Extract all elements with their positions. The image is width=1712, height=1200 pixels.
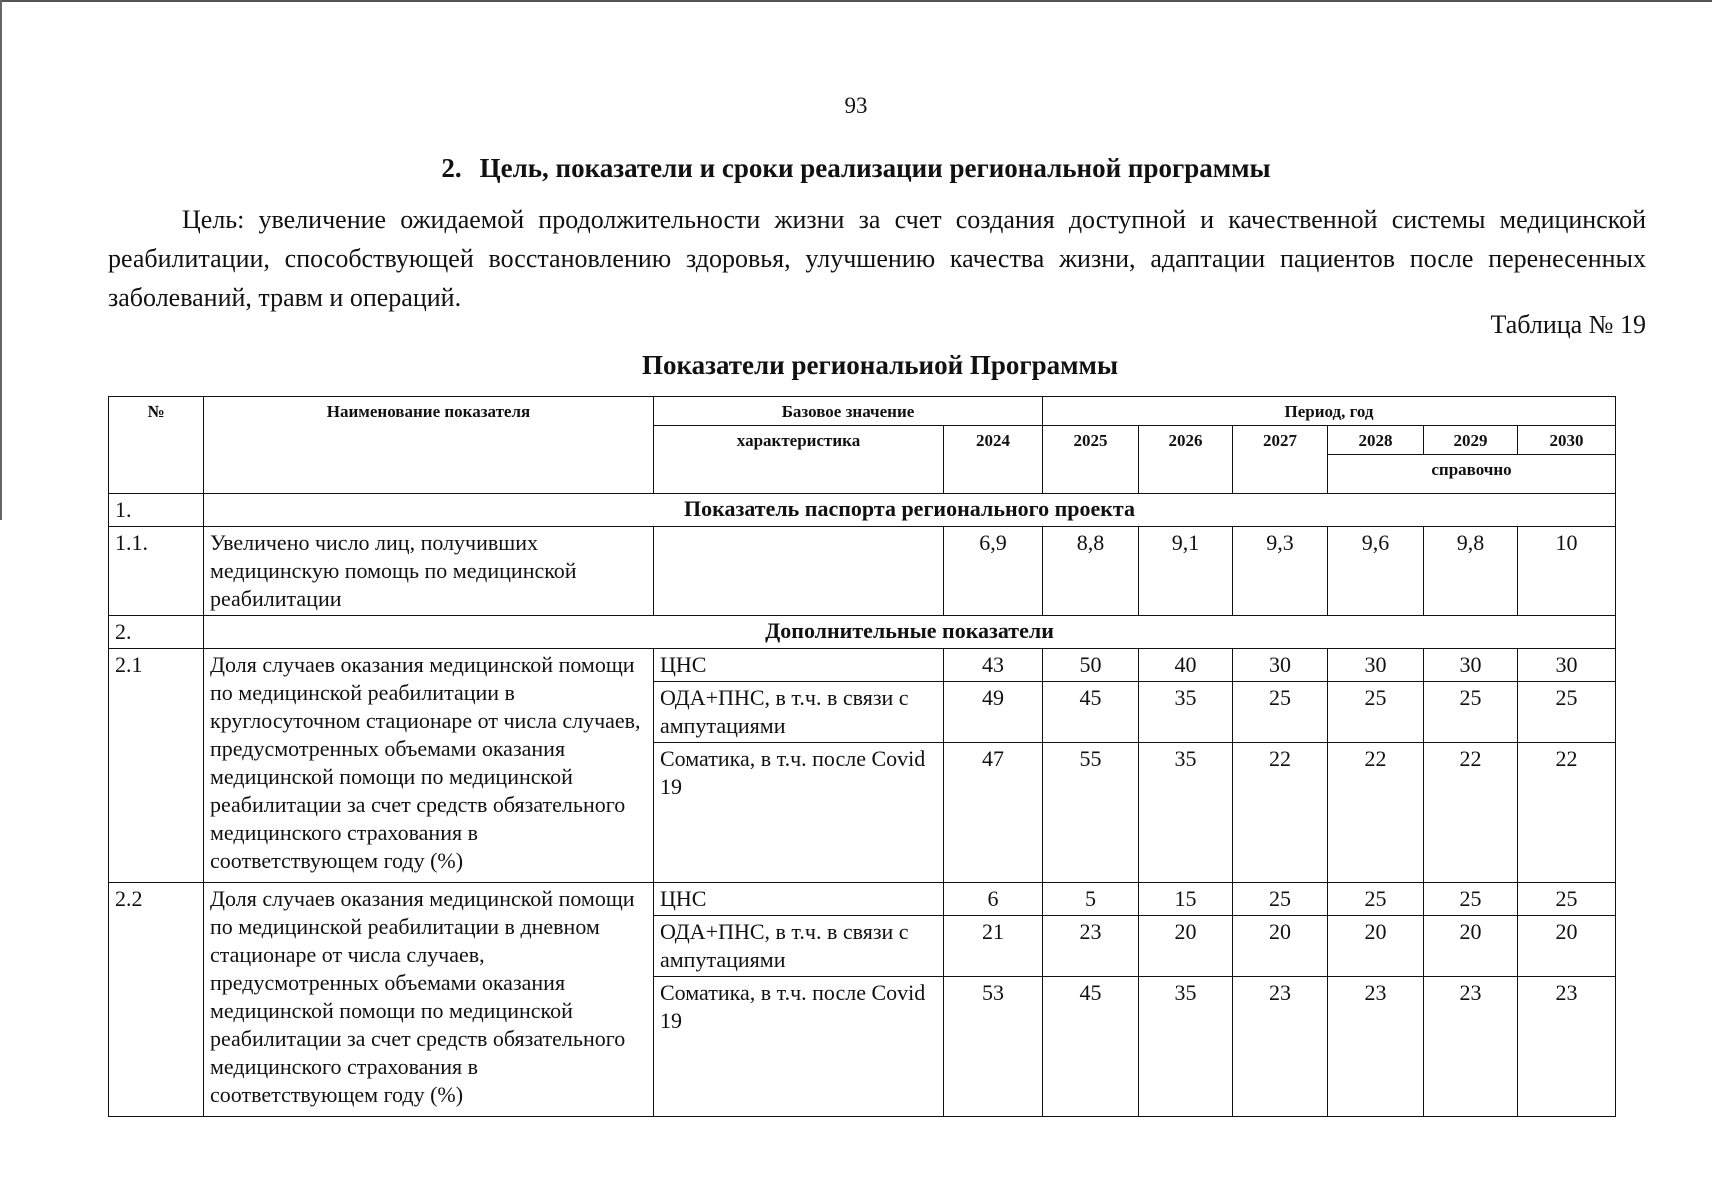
- goal-text: Цель: увеличение ожидаемой продолжительности жизни за счет создания доступной и качественной системы медицинской реабилитации, способствующей восстановлению здоровья, улучшению качества жизни, адаптации пациентов после перенесенных заболеваний, травм и операций.: [108, 205, 1646, 312]
- characteristic-cell: ЦНС: [654, 883, 944, 916]
- row-number: 2.: [109, 616, 204, 649]
- header-year-2027: 2027: [1233, 426, 1328, 494]
- indicator-name: Доля случаев оказания медицинской помощи по медицинской реабилитации в круглосуточном стационаре от числа случаев, предусмотренных объемами оказания медицинской помощи по медицинской реабилитации за счет средств обязательного медицинского страхования в соответствующем году (%): [204, 649, 654, 883]
- row-number: 1.1.: [109, 527, 204, 616]
- value-2030: 25: [1518, 682, 1616, 743]
- indicator-name: Увеличено число лиц, получивших медицинскую помощь по медицинской реабилитации: [204, 527, 654, 616]
- value-2025: 8,8: [1043, 527, 1139, 616]
- value-2028: 25: [1328, 883, 1424, 916]
- value-2027: 20: [1233, 916, 1328, 977]
- row-number: 2.2: [109, 883, 204, 1117]
- value-2025: 50: [1043, 649, 1139, 682]
- header-year-2030: 2030: [1518, 426, 1616, 455]
- characteristic-cell: ОДА+ПНС, в т.ч. в связи с ампутациями: [654, 916, 944, 977]
- characteristic-cell: ОДА+ПНС, в т.ч. в связи с ампутациями: [654, 682, 944, 743]
- value-2030: 25: [1518, 883, 1616, 916]
- value-2029: 9,8: [1424, 527, 1518, 616]
- table-row: [109, 883, 1616, 916]
- value-2024: 6,9: [944, 527, 1043, 616]
- value-2029: 30: [1424, 649, 1518, 682]
- row-number: 2.1: [109, 649, 204, 883]
- characteristic-cell: ЦНС: [654, 649, 944, 682]
- value-2025: 45: [1043, 977, 1139, 1117]
- header-year-2026: 2026: [1139, 426, 1233, 494]
- value-2027: 25: [1233, 682, 1328, 743]
- value-2028: 25: [1328, 682, 1424, 743]
- header-number: №: [109, 397, 204, 494]
- value-2028: 20: [1328, 916, 1424, 977]
- value-2026: 15: [1139, 883, 1233, 916]
- value-2028: 30: [1328, 649, 1424, 682]
- table-row: [109, 649, 1616, 682]
- header-period: Период, год: [1043, 397, 1616, 426]
- value-2025: 45: [1043, 682, 1139, 743]
- value-2030: 22: [1518, 743, 1616, 883]
- value-2030: 10: [1518, 527, 1616, 616]
- value-2027: 22: [1233, 743, 1328, 883]
- top-border-line: [0, 0, 1712, 2]
- value-2030: 30: [1518, 649, 1616, 682]
- value-2027: 9,3: [1233, 527, 1328, 616]
- group-title: Показатель паспорта регионального проекта: [204, 494, 1616, 527]
- header-name: Наименование показателя: [204, 397, 654, 494]
- value-2029: 22: [1424, 743, 1518, 883]
- row-number: 1.: [109, 494, 204, 527]
- value-2027: 25: [1233, 883, 1328, 916]
- header-reference: справочно: [1328, 455, 1616, 494]
- characteristic-cell: Соматика, в т.ч. после Covid 19: [654, 977, 944, 1117]
- value-2029: 25: [1424, 883, 1518, 916]
- goal-paragraph: [108, 200, 1646, 317]
- value-2024: 47: [944, 743, 1043, 883]
- value-2024: 53: [944, 977, 1043, 1117]
- section-title-text: Цель, показатели и сроки реализации региональной программы: [479, 153, 1271, 183]
- value-2028: 23: [1328, 977, 1424, 1117]
- table-number: Таблица № 19: [1490, 310, 1646, 339]
- value-2026: 20: [1139, 916, 1233, 977]
- value-2027: 23: [1233, 977, 1328, 1117]
- header-year-2025: 2025: [1043, 426, 1139, 494]
- value-2026: 9,1: [1139, 527, 1233, 616]
- section-title: [0, 153, 1712, 184]
- indicator-name: Доля случаев оказания медицинской помощи по медицинской реабилитации в дневном стационаре от числа случаев, предусмотренных объемами оказания медицинской помощи по медицинской реабилитации за счет средств обязательного медицинского страхования в соответствующем году (%): [204, 883, 654, 1117]
- value-2029: 20: [1424, 916, 1518, 977]
- value-2028: 9,6: [1328, 527, 1424, 616]
- value-2030: 20: [1518, 916, 1616, 977]
- table-row: [109, 616, 1616, 649]
- value-2025: 5: [1043, 883, 1139, 916]
- value-2024: 49: [944, 682, 1043, 743]
- value-2029: 23: [1424, 977, 1518, 1117]
- page-number: 93: [844, 93, 868, 118]
- header-year-2029: 2029: [1424, 426, 1518, 455]
- value-2028: 22: [1328, 743, 1424, 883]
- table-row: [109, 494, 1616, 527]
- section-number: 2.: [441, 153, 462, 183]
- table-row: [109, 527, 1616, 616]
- header-base-year: 2024: [944, 426, 1043, 494]
- table-title: Показатели региональиой Программы: [641, 350, 1119, 380]
- characteristic-cell: [654, 527, 944, 616]
- value-2025: 55: [1043, 743, 1139, 883]
- left-border-line: [0, 0, 2, 520]
- value-2026: 35: [1139, 682, 1233, 743]
- header-characteristic: характеристика: [654, 426, 944, 494]
- characteristic-cell: Соматика, в т.ч. после Covid 19: [654, 743, 944, 883]
- value-2025: 23: [1043, 916, 1139, 977]
- value-2027: 30: [1233, 649, 1328, 682]
- indicators-table: [108, 396, 1616, 1117]
- value-2026: 35: [1139, 977, 1233, 1117]
- header-year-2028: 2028: [1328, 426, 1424, 455]
- value-2026: 40: [1139, 649, 1233, 682]
- value-2024: 21: [944, 916, 1043, 977]
- value-2029: 25: [1424, 682, 1518, 743]
- value-2024: 43: [944, 649, 1043, 682]
- value-2024: 6: [944, 883, 1043, 916]
- group-title: Дополнительные показатели: [204, 616, 1616, 649]
- value-2026: 35: [1139, 743, 1233, 883]
- value-2030: 23: [1518, 977, 1616, 1117]
- header-base-value: Базовое значение: [654, 397, 1043, 426]
